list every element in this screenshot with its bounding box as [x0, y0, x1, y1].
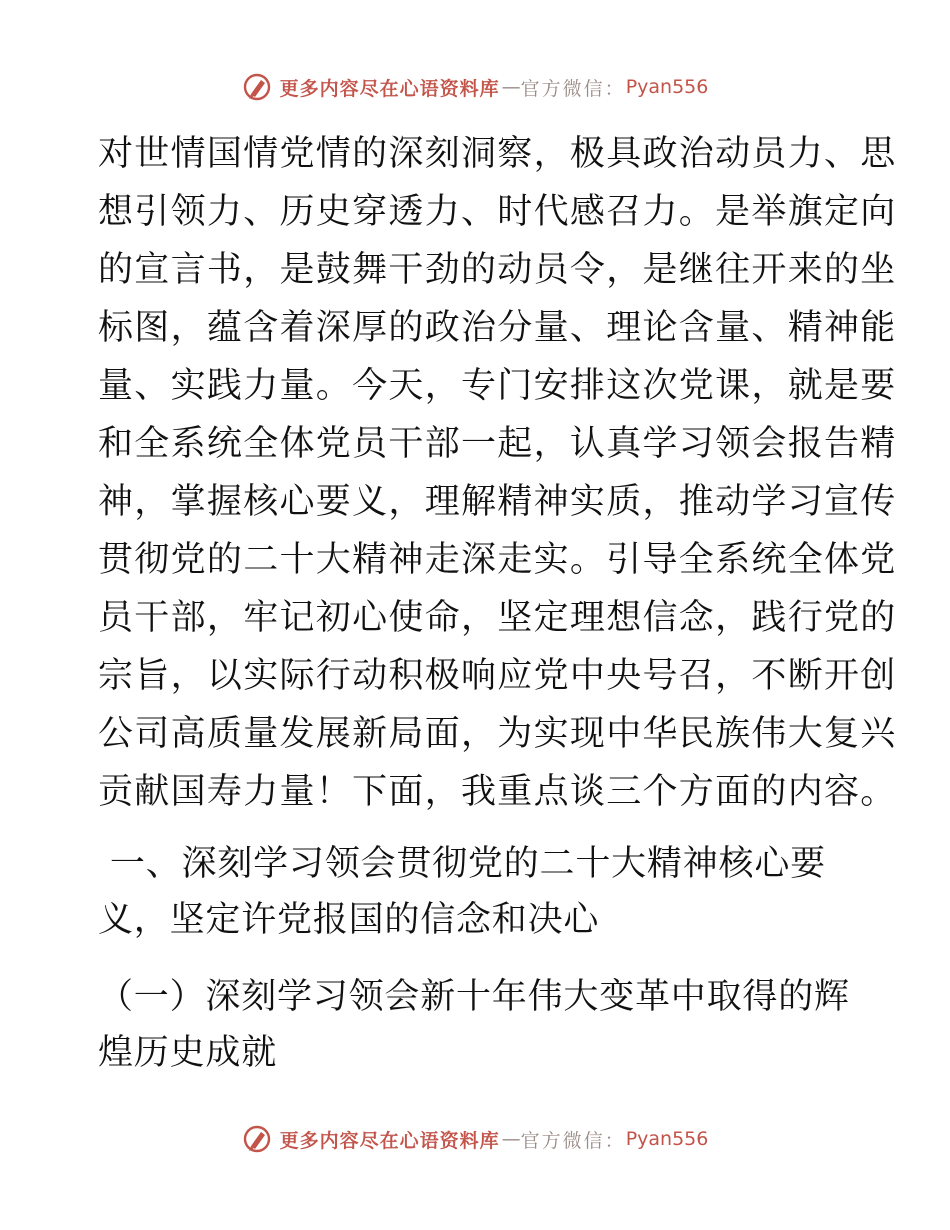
header-banner — [0, 72, 950, 102]
banner-wechat-label: 官方微信： — [520, 1129, 626, 1152]
paragraph-line: 对世情国情党情的深刻洞察，极具政治动员力、思 — [98, 134, 897, 174]
paragraph-line: 量、实践力量。今天，专门安排这次党课，就是要 — [98, 366, 897, 406]
body-paragraph — [98, 125, 897, 821]
heading-line: 义，坚定许党报国的信念和决心 — [98, 900, 600, 940]
paragraph-line: 想引领力、历史穿透力、时代感召力。是举旗定向 — [98, 192, 897, 232]
paragraph-line: 和全系统全体党员干部一起，认真学习领会报告精 — [98, 424, 897, 464]
pen-nib-circle-icon — [242, 72, 272, 102]
paragraph-line: 贡献国寿力量！下面，我重点谈三个方面的内容。 — [98, 772, 897, 812]
heading-line: 一、深刻学习领会贯彻党的二十大精神核心要 — [98, 844, 826, 884]
footer-banner — [0, 1124, 950, 1154]
paragraph-line: 员干部，牢记初心使命，坚定理想信念，践行党的 — [98, 598, 897, 638]
banner-account: Pyan556 — [625, 76, 709, 98]
heading-line: （一）深刻学习领会新十年伟大变革中取得的辉 — [98, 977, 850, 1017]
heading-line: 煌历史成就 — [98, 1033, 278, 1073]
banner-wechat-label: 官方微信： — [520, 77, 626, 100]
paragraph-line: 贯彻党的二十大精神走深走实。引导全系统全体党 — [98, 540, 897, 580]
banner-separator: — — [501, 76, 519, 98]
paragraph-line: 标图，蕴含着深厚的政治分量、理论含量、精神能 — [98, 308, 897, 348]
banner-account: Pyan556 — [625, 1128, 709, 1150]
banner-brand: 更多内容尽在心语资料库 — [279, 77, 500, 100]
banner-separator: — — [501, 1128, 519, 1150]
section-heading-1 — [98, 836, 850, 948]
banner-brand: 更多内容尽在心语资料库 — [279, 1129, 500, 1152]
pen-nib-circle-icon — [242, 1124, 272, 1154]
paragraph-line: 公司高质量发展新局面，为实现中华民族伟大复兴 — [98, 714, 897, 754]
paragraph-line: 的宣言书，是鼓舞干劲的动员令，是继往开来的坐 — [98, 250, 897, 290]
paragraph-line: 宗旨，以实际行动积极响应党中央号召，不断开创 — [98, 656, 897, 696]
subsection-heading-1 — [98, 969, 850, 1081]
paragraph-line: 神，掌握核心要义，理解精神实质，推动学习宣传 — [98, 482, 897, 522]
